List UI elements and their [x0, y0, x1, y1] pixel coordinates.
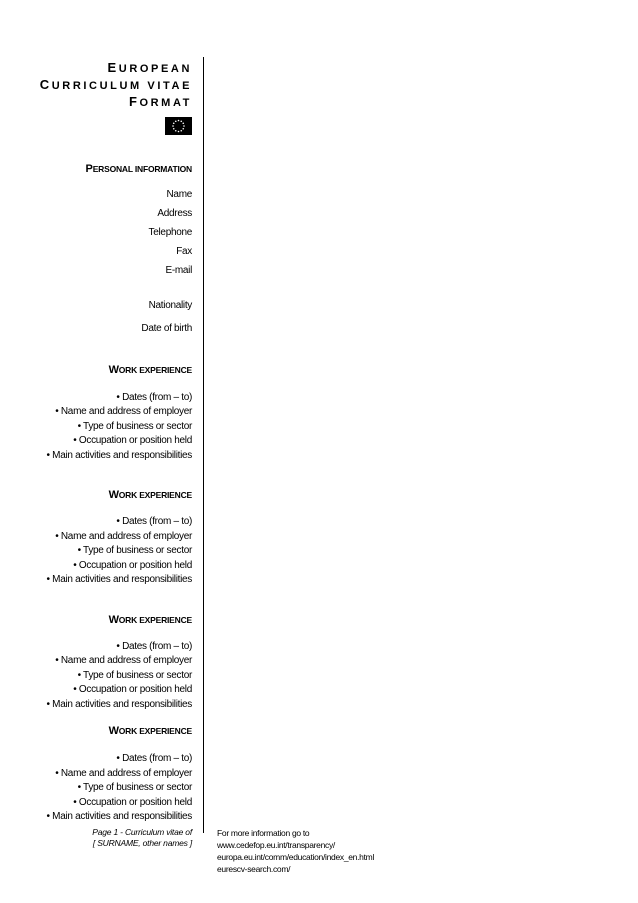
employer-label: • Name and address of employer	[55, 406, 192, 417]
name-label: Name	[166, 189, 192, 200]
activities-label: • Main activities and responsibilities	[46, 574, 192, 585]
footer-link-cedefop[interactable]: www.cedefop.eu.int/transparency/	[217, 840, 335, 850]
telephone-label: Telephone	[148, 227, 192, 238]
employer-label: • Name and address of employer	[55, 768, 192, 779]
business-sector-label: • Type of business or sector	[77, 782, 192, 793]
header-line-european: EUROPEAN	[107, 60, 192, 75]
work-experience-heading: WORK EXPERIENCE	[108, 489, 192, 501]
footer-link-eurescv[interactable]: eurescv-search.com/	[217, 864, 291, 874]
email-label: E-mail	[165, 265, 192, 276]
footer-link-europa[interactable]: europa.eu.int/comm/education/index_en.html	[217, 852, 375, 862]
eu-flag-icon	[165, 117, 192, 135]
employer-label: • Name and address of employer	[55, 655, 192, 666]
vertical-divider	[203, 57, 204, 833]
work-experience-heading: WORK EXPERIENCE	[108, 364, 192, 376]
business-sector-label: • Type of business or sector	[77, 545, 192, 556]
personal-information-heading: PERSONAL INFORMATION	[85, 163, 192, 175]
occupation-label: • Occupation or position held	[73, 435, 192, 446]
dates-label: • Dates (from – to)	[116, 392, 192, 403]
footer-more-info	[217, 827, 374, 875]
footer-page-line: Page 1 - Curriculum vitae of	[92, 827, 192, 837]
work-experience-heading: WORK EXPERIENCE	[108, 614, 192, 626]
header-line-format: FORMAT	[128, 94, 192, 109]
activities-label: • Main activities and responsibilities	[46, 811, 192, 822]
work-experience-heading: WORK EXPERIENCE	[108, 725, 192, 737]
activities-label: • Main activities and responsibilities	[46, 450, 192, 461]
business-sector-label: • Type of business or sector	[77, 421, 192, 432]
footer-surname-line: [ SURNAME, other names ]	[92, 838, 192, 848]
header-line-curriculum-vitae: CURRICULUM VITAE	[39, 77, 192, 92]
footer-info-line: For more information go to	[217, 828, 310, 838]
fax-label: Fax	[176, 246, 192, 257]
occupation-label: • Occupation or position held	[73, 684, 192, 695]
business-sector-label: • Type of business or sector	[77, 670, 192, 681]
occupation-label: • Occupation or position held	[73, 797, 192, 808]
activities-label: • Main activities and responsibilities	[46, 699, 192, 710]
dates-label: • Dates (from – to)	[116, 641, 192, 652]
nationality-label: Nationality	[148, 300, 192, 311]
occupation-label: • Occupation or position held	[73, 560, 192, 571]
date-of-birth-label: Date of birth	[141, 323, 192, 334]
address-label: Address	[157, 208, 192, 219]
employer-label: • Name and address of employer	[55, 531, 192, 542]
dates-label: • Dates (from – to)	[116, 516, 192, 527]
footer-page-info	[92, 827, 192, 849]
dates-label: • Dates (from – to)	[116, 753, 192, 764]
